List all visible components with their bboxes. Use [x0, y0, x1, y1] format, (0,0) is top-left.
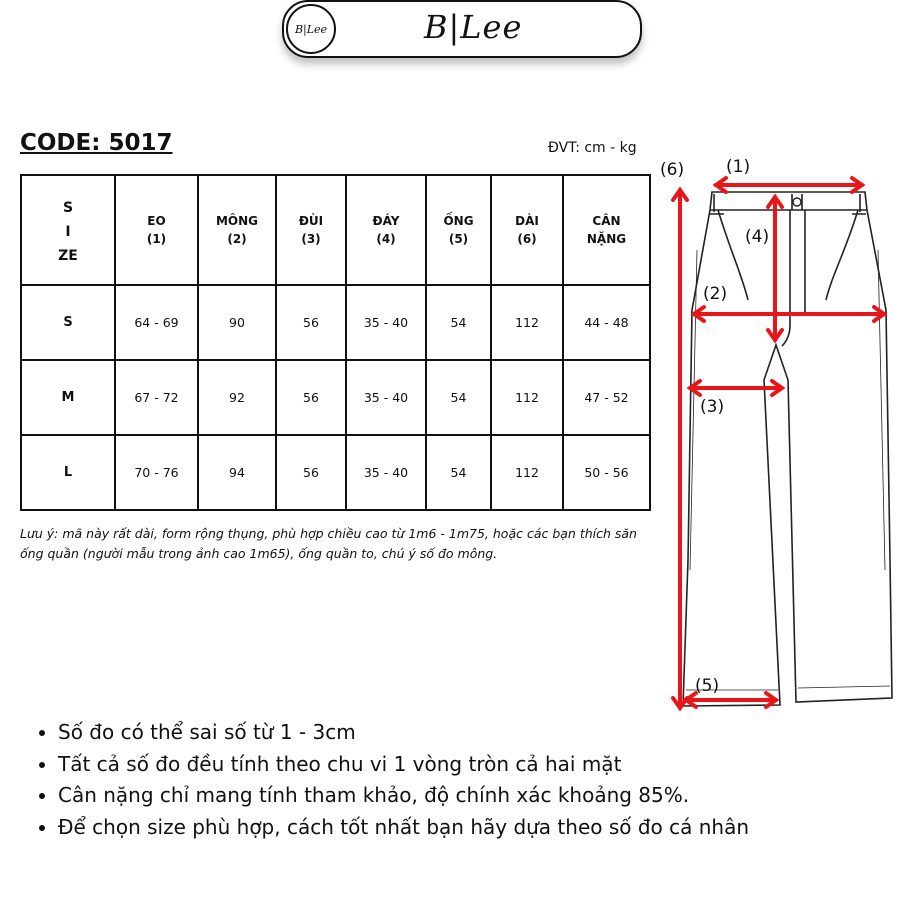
table-cell: 112 [491, 360, 563, 435]
table-cell: 56 [276, 435, 346, 510]
table-row-m [21, 360, 650, 435]
column-header-thigh [276, 175, 346, 285]
size-cell: S [21, 285, 115, 360]
column-header-name: CÂN [592, 214, 621, 228]
column-header-name: EO [147, 214, 166, 228]
table-cell: 54 [426, 285, 491, 360]
size-cell: M [21, 360, 115, 435]
list-item: • Cân nặng chỉ mang tính tham khảo, độ chính xác khoảng 85%. [58, 780, 749, 812]
column-header-leg-opening [426, 175, 491, 285]
table-cell: 112 [491, 435, 563, 510]
fit-note: Lưu ý: mã này rất dài, form rộng thụng, phù hợp chiều cao từ 1m6 - 1m75, hoặc các bạn thích săn ống quần (người mẫu trong ảnh cao 1m65), ống quần to, chú ý số đo mông. [20, 526, 637, 561]
brand-logo-circle [286, 4, 336, 54]
size-header-line: I [65, 224, 71, 240]
column-header-number: (6) [517, 232, 537, 246]
column-header-number: (5) [448, 232, 469, 246]
measure-label-3: (3) [700, 397, 725, 417]
measure-label-5: (5) [695, 676, 720, 696]
table-cell: 35 - 40 [346, 435, 426, 510]
column-header-hip [198, 175, 276, 285]
column-header-number: (1) [146, 232, 167, 246]
table-cell: 35 - 40 [346, 360, 426, 435]
table-cell: 44 - 48 [563, 285, 650, 360]
column-header-rise [346, 175, 426, 285]
measure-label-4: (4) [745, 227, 770, 247]
list-item: • Tất cả số đo đều tính theo chu vi 1 vòng tròn cả hai mặt [58, 749, 749, 781]
brand-logo-circle-text: B|Lee [294, 22, 328, 36]
column-header-number: NẶNG [586, 232, 627, 246]
table-cell: 54 [426, 435, 491, 510]
column-header-weight [563, 175, 650, 285]
table-cell: 50 - 56 [563, 435, 650, 510]
list-item: • Số đo có thể sai số từ 1 - 3cm [58, 717, 749, 749]
brand-logo-bar [282, 0, 642, 58]
size-header-line: ZE [58, 248, 78, 264]
size-chart-table [20, 174, 651, 511]
table-cell: 70 - 76 [115, 435, 198, 510]
table-cell: 67 - 72 [115, 360, 198, 435]
pants-outline [683, 192, 892, 706]
column-header-number: (2) [227, 232, 247, 246]
size-cell: L [21, 435, 115, 510]
table-cell: 56 [276, 285, 346, 360]
sizing-notes-list [38, 717, 749, 843]
table-cell: 35 - 40 [346, 285, 426, 360]
unit-label: ĐVT: cm - kg [548, 140, 637, 156]
button-icon [793, 198, 801, 206]
table-cell: 56 [276, 360, 346, 435]
column-header-number: (3) [301, 232, 321, 246]
pants-measurement-diagram [650, 150, 900, 720]
table-cell: 64 - 69 [115, 285, 198, 360]
table-cell: 112 [491, 285, 563, 360]
column-header-name: ĐÁY [372, 214, 400, 228]
table-cell: 54 [426, 360, 491, 435]
table-cell: 92 [198, 360, 276, 435]
table-header-row [21, 175, 650, 285]
column-header-length [491, 175, 563, 285]
table-cell: 47 - 52 [563, 360, 650, 435]
column-header-name: ĐÙI [298, 214, 324, 228]
table-row-s [21, 285, 650, 360]
column-header-name: ỐNG [443, 214, 474, 228]
size-header-line: S [62, 200, 74, 216]
brand-wordmark: B|Lee [424, 8, 523, 46]
measure-label-1: (1) [726, 157, 751, 177]
table-cell: 90 [198, 285, 276, 360]
measurement-arrows [673, 178, 884, 708]
measure-label-6: (6) [660, 160, 685, 180]
measure-label-2: (2) [703, 284, 728, 304]
size-header-cell [21, 175, 115, 285]
column-header-number: (4) [376, 232, 396, 246]
list-item: • Để chọn size phù hợp, cách tốt nhất bạn hãy dựa theo số đo cá nhân [58, 812, 749, 844]
product-code-title: CODE: 5017 [20, 130, 173, 156]
column-header-name: DÀI [515, 214, 539, 228]
column-header-name: MÔNG [215, 214, 259, 228]
column-header-waist [115, 175, 198, 285]
table-cell: 94 [198, 435, 276, 510]
table-row-l [21, 435, 650, 510]
